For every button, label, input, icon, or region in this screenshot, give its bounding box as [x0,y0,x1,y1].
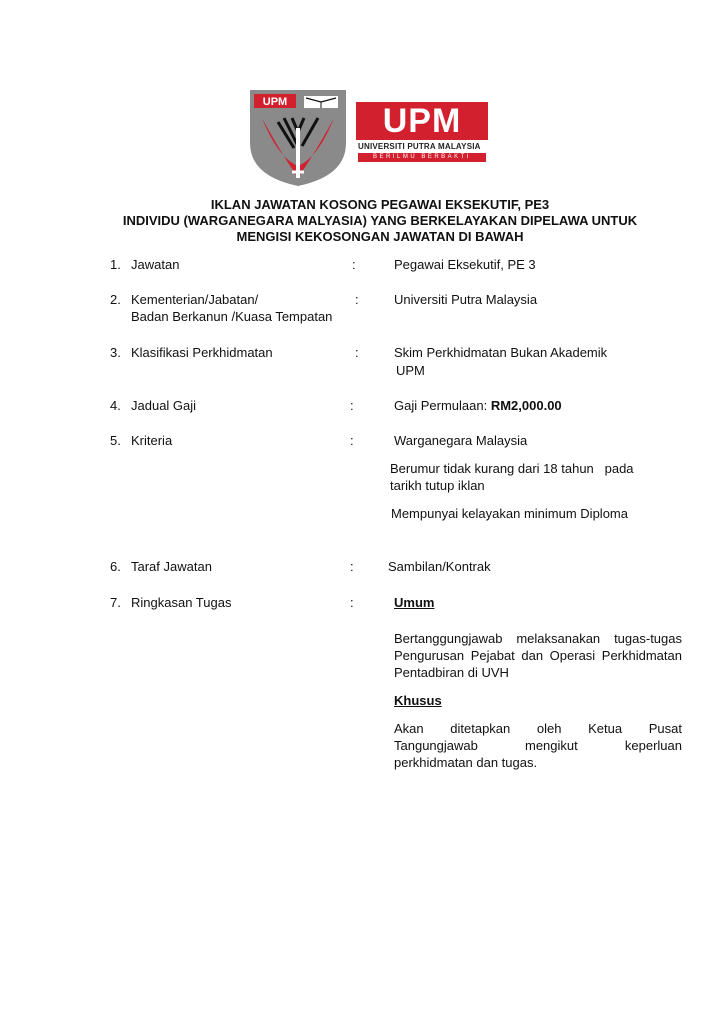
item-label-taraf: Taraf Jawatan [131,559,212,574]
item-number: 3. [110,345,121,360]
para-umum-line-3: Pentadbiran di UVH [394,665,509,680]
para-khusus-line-2: Tangungjawab mengikut keperluan [394,738,682,753]
salary-amount: RM2,000.00 [490,398,562,413]
item-number: 6. [110,559,121,574]
item-number: 5. [110,433,121,448]
item-value-kriteria-3: Mempunyai kelayakan minimum Diploma [391,506,628,521]
salary-prefix: Gaji Permulaan: [394,398,491,413]
item-colon: : [350,559,354,574]
upm-crest-icon [248,88,348,188]
item-label-jadual-gaji: Jadual Gaji [131,398,197,413]
item-value-kementerian: Universiti Putra Malaysia [394,292,538,307]
item-colon: : [350,398,354,413]
item-colon: : [352,257,356,272]
university-motto: BERILMU BERBAKTI [358,153,486,162]
university-name: UNIVERSITI PUTRA MALAYSIA [358,142,481,151]
item-value-taraf: Sambilan/Kontrak [388,559,491,574]
title-line-2: INDIVIDU (WARGANEGARA MALYASIA) YANG BERKELAYAKAN DIPELAWA UNTUK [122,213,638,228]
item-value-klasifikasi-cont: UPM [396,363,425,378]
item-colon: : [355,345,359,360]
item-number: 2. [110,292,121,307]
item-colon: : [350,433,354,448]
item-number: 7. [110,595,121,610]
item-colon: : [355,292,359,307]
item-value-klasifikasi: Skim Perkhidmatan Bukan Akademik [394,345,608,360]
title-line-3: MENGISI KEKOSONGAN JAWATAN DI BAWAH [236,229,524,244]
item-label-jawatan: Jawatan [131,257,180,272]
item-value-kriteria-2a: Berumur tidak kurang dari 18 tahun pada [390,461,634,476]
item-number: 4. [110,398,121,413]
item-value-jawatan: Pegawai Eksekutif, PE 3 [394,257,536,272]
upm-logo [248,88,488,188]
upm-wordmark [356,102,488,168]
item-label-kementerian: Kementerian/Jabatan/ [131,292,259,307]
item-colon: : [350,595,354,610]
item-label-klasifikasi: Klasifikasi Perkhidmatan [131,345,273,360]
para-umum-line-2: Pengurusan Pejabat dan Operasi Perkhidmatan [394,648,682,663]
heading-khusus: Khusus [394,693,442,708]
para-umum-line-1: Bertanggungjawab melaksanakan tugas-tugas [394,631,682,646]
heading-umum: Umum [394,595,435,610]
title-line-1: IKLAN JAWATAN KOSONG PEGAWAI EKSEKUTIF, PE3 [210,197,550,212]
item-label-kriteria: Kriteria [131,433,173,448]
para-khusus-line-1: Akan ditetapkan oleh Ketua Pusat [394,721,682,736]
item-number: 1. [110,257,121,272]
item-label-kementerian-cont: Badan Berkanun /Kuasa Tempatan [131,309,333,324]
wordmark-text: UPM [382,102,462,140]
item-value-kriteria-2b: tarikh tutup iklan [390,478,485,493]
item-label-ringkasan: Ringkasan Tugas [131,595,232,610]
item-value-jadual-gaji [394,397,682,414]
crest-text: UPM [262,96,288,108]
item-value-kriteria-1: Warganegara Malaysia [394,433,528,448]
document-title [90,197,670,245]
para-khusus-line-3: perkhidmatan dan tugas. [394,755,538,770]
